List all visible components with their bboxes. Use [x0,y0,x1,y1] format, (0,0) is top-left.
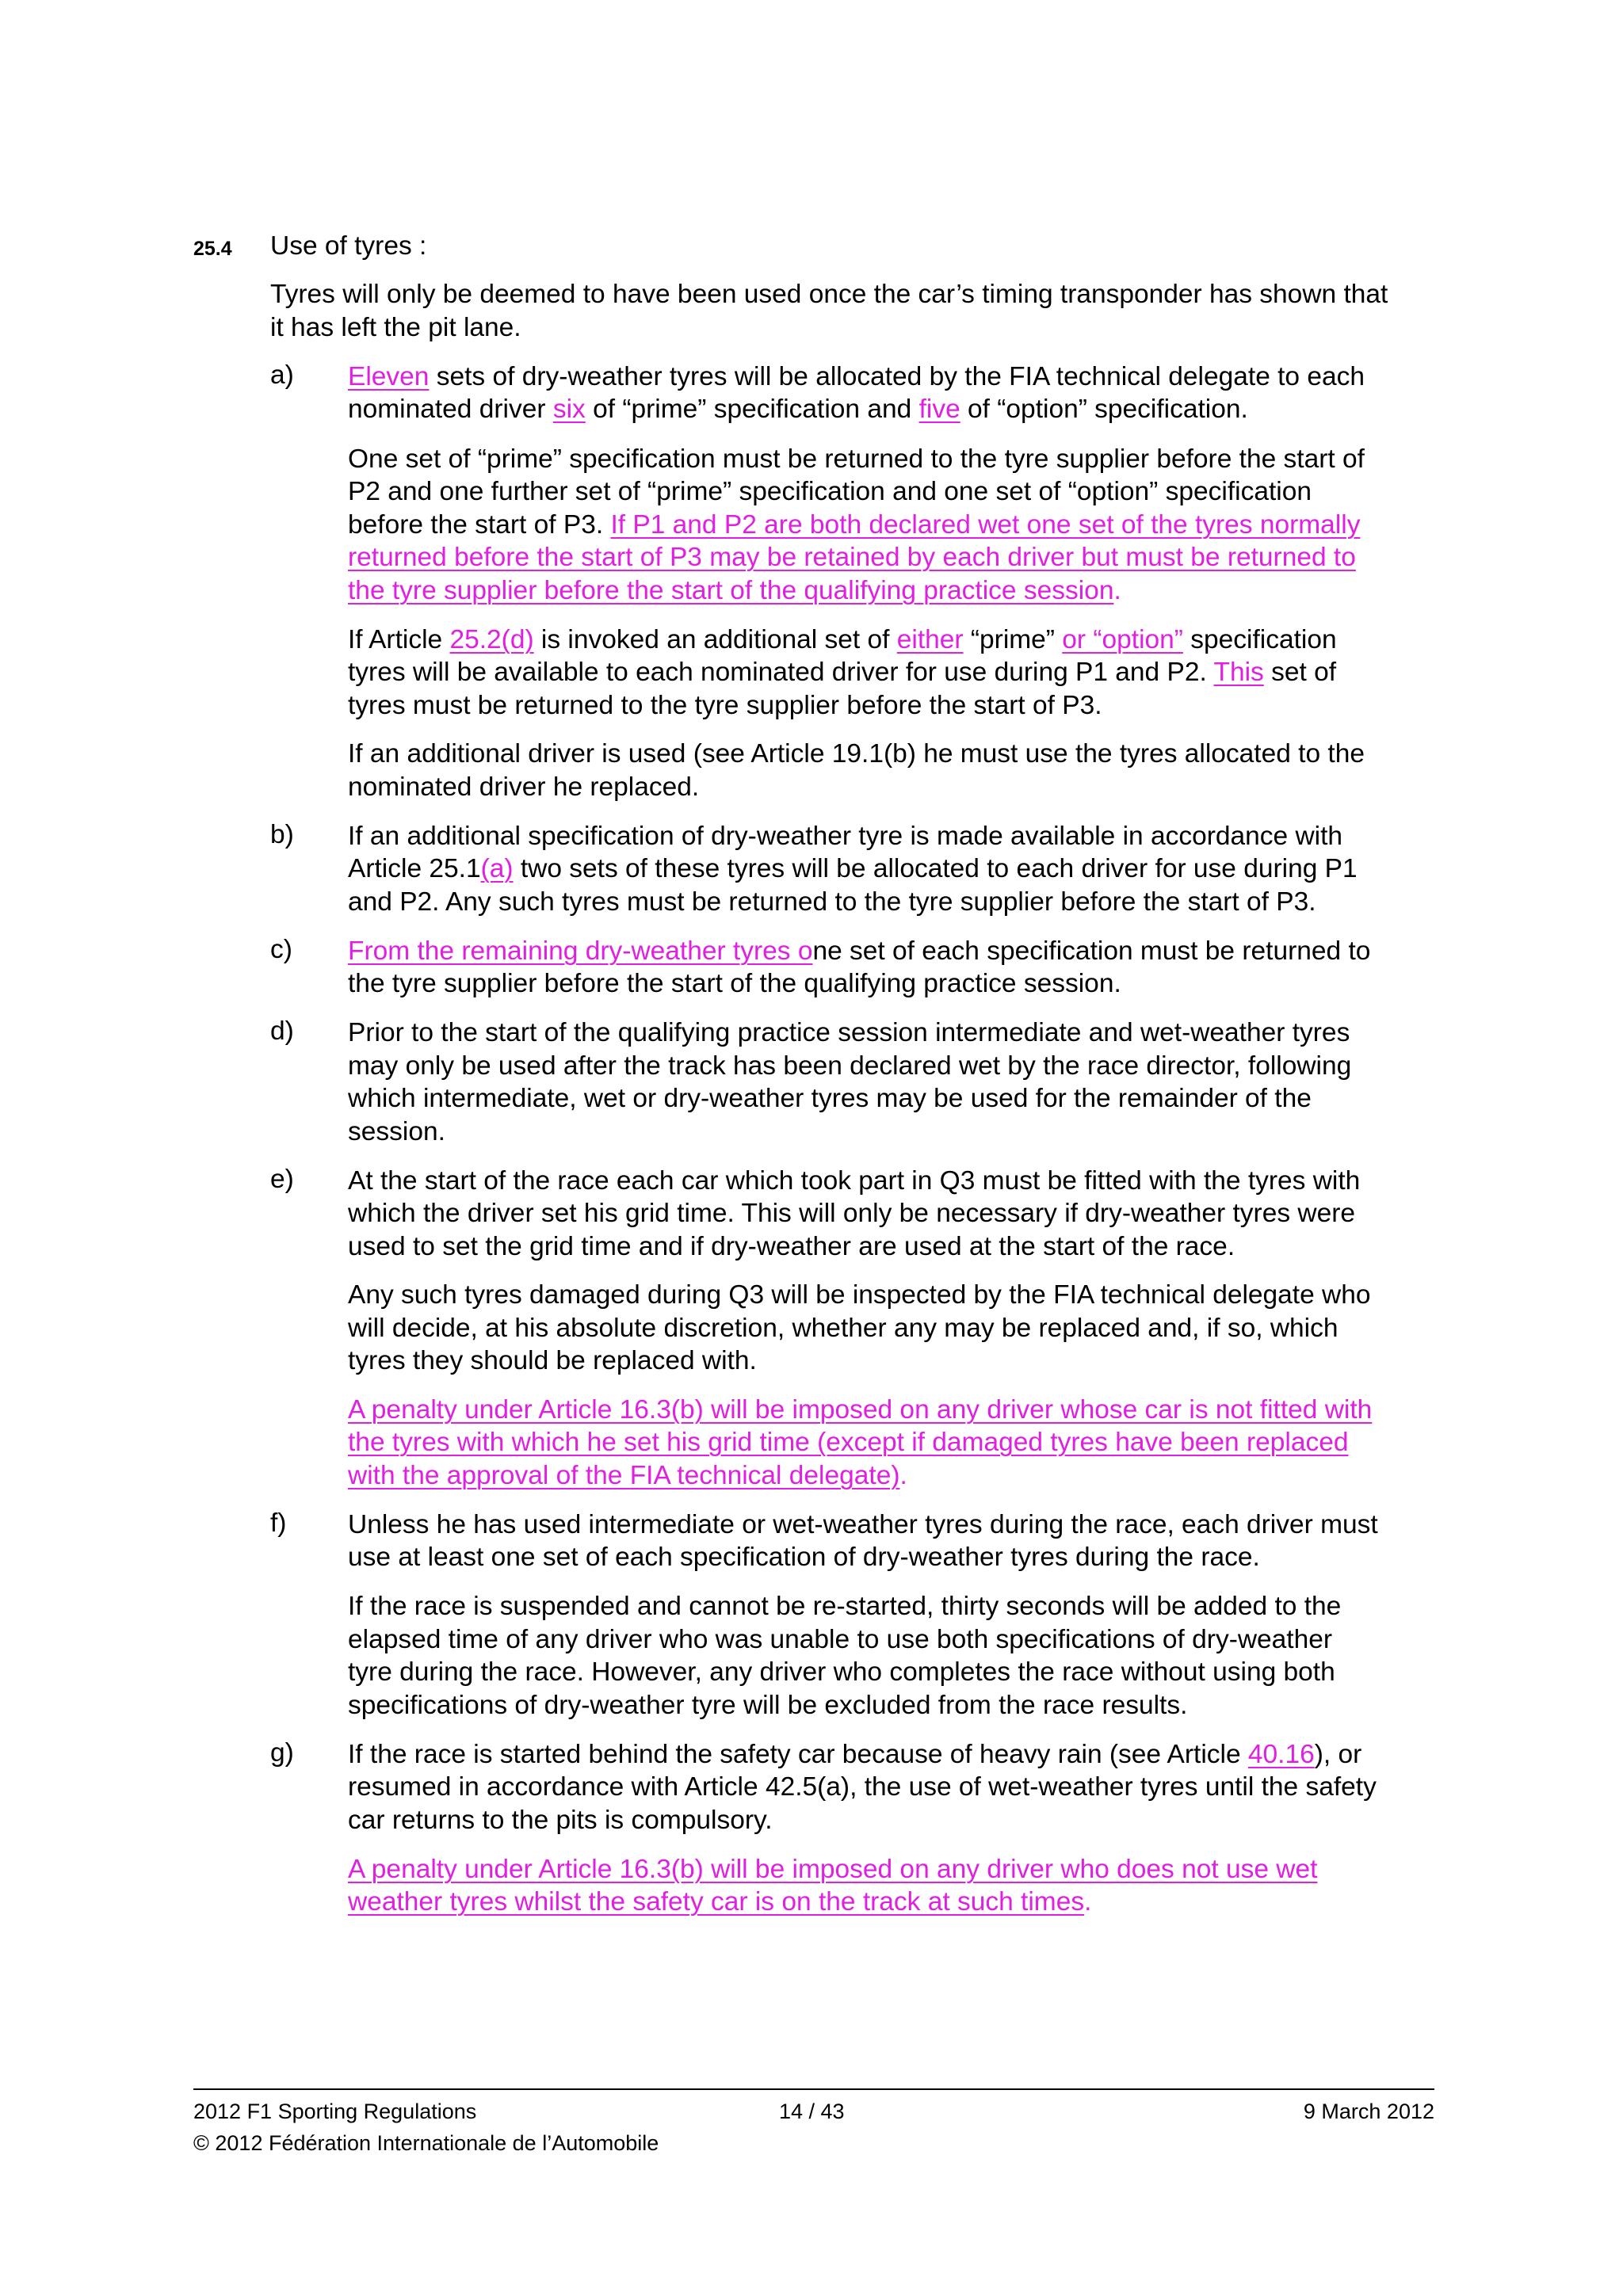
amendment-text: five [918,395,960,424]
item-g-line [348,1853,1317,1886]
item-a-line: If an additional driver is used (see Article 19.1(b) he must use the tyres allocated to the [348,739,1365,769]
article-link[interactable]: 25.2(d) [449,625,534,654]
amendment-text: returned before the start of P3 may be retained by each driver but must be returned to [348,543,1356,572]
item-a-line: the tyre supplier before the start of the qualifying practice session. [348,576,1121,605]
amendment-text: the tyre supplier before the start of the qualifying practice session [348,576,1114,605]
item-label-a: a) [270,360,294,390]
amendment-text: weather tyres whilst the safety car is on the track at such times [348,1887,1085,1917]
item-d-line: session. [348,1117,445,1146]
item-e-line: Any such tyres damaged during Q3 will be inspected by the FIA technical delegate who [348,1280,1371,1310]
item-g-line: weather tyres whilst the safety car is on the track at such times. [348,1887,1092,1917]
item-label-b: b) [270,820,294,849]
amendment-text: A penalty under Article 16.3(b) will be imposed on any driver who does not use wet [348,1855,1318,1884]
item-e-line: with the approval of the FIA technical delegate). [348,1461,907,1490]
item-f-line: elapsed time of any driver who was unable to use both specifications of dry-weather [348,1625,1333,1654]
item-label-g: g) [270,1738,294,1768]
item-b-line: Article 25.1(a) two sets of these tyres will be allocated to each driver for use during P1 [348,854,1358,883]
item-label-f: f) [270,1508,287,1538]
item-d-line: may only be used after the track has been declared wet by the race director, following [348,1051,1352,1081]
intro-line: it has left the pit lane. [270,313,521,342]
amendment-text: the tyres with which he set his grid time (except if damaged tyres have been replaced [348,1428,1349,1457]
amendment-text: (a) [480,854,514,883]
item-label-e: e) [270,1165,294,1194]
footer-doc-title: 2012 F1 Sporting Regulations [193,2100,477,2123]
amendment-text: six [552,395,586,424]
item-e-line: used to set the grid time and if dry-weather are used at the start of the race. [348,1232,1235,1261]
item-c-line: the tyre supplier before the start of the qualifying practice session. [348,969,1121,998]
footer-divider [193,2088,1434,2090]
item-g-line: If the race is started behind the safety car because of heavy rain (see Article 40.16), or [348,1740,1362,1769]
section-number: 25.4 [193,238,232,260]
amendment-text: From the remaining dry-weather tyres o [348,936,813,966]
amendment-text: If P1 and P2 are both declared wet one set of the tyres normally [610,510,1361,540]
item-b-line: If an additional specification of dry-weather tyre is made available in accordance with [348,822,1343,851]
item-e-line: tyres they should be replaced with. [348,1346,757,1375]
item-label-d: d) [270,1016,294,1046]
amendment-text: either [896,625,964,654]
item-a-line: If Article 25.2(d) is invoked an additional set of either “prime” or “option” specification [348,625,1337,654]
footer-page-number: 14 / 43 [779,2100,845,2123]
amendment-text: A penalty under Article 16.3(b) will be imposed on any driver whose car is not fitted with [348,1395,1373,1425]
amendment-text: Eleven [348,362,430,391]
item-f-line: If the race is suspended and cannot be re-started, thirty seconds will be added to the [348,1592,1342,1621]
item-label-c: c) [270,935,292,964]
amendment-text: with the approval of the FIA technical delegate) [348,1461,900,1490]
item-b-line: and P2. Any such tyres must be returned to the tyre supplier before the start of P3. [348,887,1316,917]
item-a-line [348,541,1356,574]
item-e-line: which the driver set his grid time. This will only be necessary if dry-weather tyres were [348,1199,1355,1228]
article-link[interactable]: 40.16 [1247,1740,1315,1769]
section-heading: Use of tyres : [270,231,427,261]
item-c-line: From the remaining dry-weather tyres one set of each specification must be returned to [348,936,1371,966]
item-g-line: resumed in accordance with Article 42.5(a), the use of wet-weather tyres until the safety [348,1772,1377,1802]
item-a-line: nominated driver six of “prime” specification and five of “option” specification. [348,395,1248,424]
item-a-line: Eleven sets of dry-weather tyres will be allocated by the FIA technical delegate to each [348,362,1365,391]
item-e-line: At the start of the race each car which took part in Q3 must be fitted with the tyres with [348,1166,1361,1196]
footer-date: 9 March 2012 [1303,2100,1434,2123]
item-a-line: One set of “prime” specification must be returned to the tyre supplier before the start of [348,444,1365,474]
item-f-line: specifications of dry-weather tyre will be excluded from the race results. [348,1691,1188,1720]
item-d-line: which intermediate, wet or dry-weather tyres may be used for the remainder of the [348,1084,1312,1113]
item-a-line: tyres will be available to each nominated driver for use during P1 and P2. This set of [348,658,1337,687]
item-d-line: Prior to the start of the qualifying practice session intermediate and wet-weather tyres [348,1018,1350,1047]
amendment-text: or “option” [1062,625,1183,654]
item-e-line [348,1394,1372,1427]
item-e-line [348,1426,1348,1459]
item-a-line: before the start of P3. If P1 and P2 are both declared wet one set of the tyres normally [348,510,1361,540]
intro-line: Tyres will only be deemed to have been used once the car’s timing transponder has shown that [270,280,1388,309]
item-a-line: nominated driver he replaced. [348,772,700,802]
item-f-line: Unless he has used intermediate or wet-weather tyres during the race, each driver must [348,1510,1378,1539]
footer-copyright: © 2012 Fédération Internationale de l’Automobile [193,2131,659,2155]
item-f-line: use at least one set of each specification of dry-weather tyres during the race. [348,1543,1260,1572]
item-a-line: P2 and one further set of “prime” specification and one set of “option” specification [348,477,1312,506]
amendment-text: This [1213,658,1264,687]
item-e-line: will decide, at his absolute discretion, whether any may be replaced and, if so, which [348,1314,1338,1343]
item-a-line: tyres must be returned to the tyre supplier before the start of P3. [348,691,1102,720]
item-f-line: tyre during the race. However, any driver who completes the race without using both [348,1657,1335,1687]
item-g-line: car returns to the pits is compulsory. [348,1806,773,1835]
